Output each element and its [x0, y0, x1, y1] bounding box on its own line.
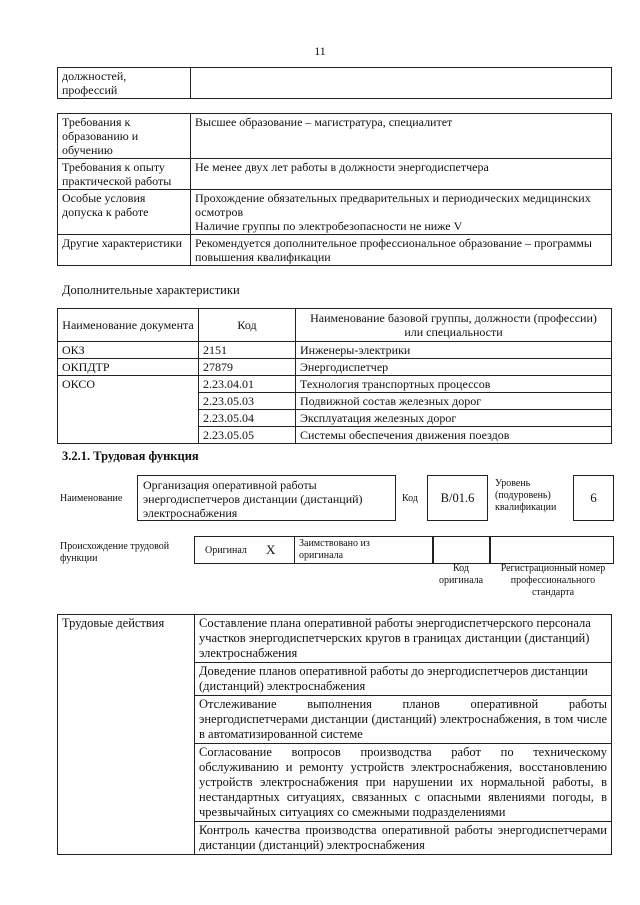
function-name-box	[137, 475, 396, 521]
reg-number-caption: Регистрационный номер профессионального стандарта	[500, 563, 606, 598]
requirement-label: Требования к образованию и обучению	[58, 114, 191, 159]
labor-actions-label: Трудовые действия	[58, 615, 195, 855]
origin-code-box	[432, 536, 491, 564]
table-header-row	[58, 309, 612, 342]
cell-name: Подвижной состав железных дорог	[296, 393, 612, 410]
table-row	[58, 376, 612, 393]
cell-name: Технология транспортных процессов	[296, 376, 612, 393]
labor-action-item: Составление плана оперативной работы энергодиспетчерского персонала участков энергодиспетчерских кругов в границах дистанции (дистанций) электроснабжения	[195, 615, 612, 663]
section-heading: 3.2.1. Трудовая функция	[62, 449, 199, 463]
cell-name: Инженеры-электрики	[296, 342, 612, 359]
cell-doc: ОКСО	[58, 376, 199, 444]
requirements-table	[57, 113, 612, 266]
table-row	[58, 235, 612, 266]
table-row	[58, 615, 612, 663]
header-code: Код	[199, 309, 296, 342]
code-box	[427, 475, 488, 521]
table-continuation	[57, 67, 612, 99]
header-name: Наименование базовой группы, должности (профессии) или специальности	[296, 309, 612, 342]
labor-action-item: Доведение планов оперативной работы до энергодиспетчеров дистанции (дистанций) электроснабжения	[195, 663, 612, 696]
table-row	[58, 68, 612, 99]
labor-actions-table	[57, 614, 612, 855]
code-original-caption: Код оригинала	[438, 563, 484, 586]
code-value: B/01.6	[440, 490, 475, 505]
table-row	[58, 114, 612, 159]
name-label: Наименование	[60, 493, 123, 504]
requirement-label: Требования к опыту практической работы	[58, 159, 191, 190]
cell-code: 27879	[199, 359, 296, 376]
row-label: должностей, профессий	[58, 68, 191, 99]
cell-doc: ОКПДТР	[58, 359, 199, 376]
level-value: 6	[590, 490, 597, 505]
cell-code: 2.23.04.01	[199, 376, 296, 393]
origin-original-box	[194, 536, 295, 564]
code-label: Код	[402, 493, 418, 504]
requirement-value: Прохождение обязательных предварительных и периодических медицинских осмотров Наличие группы по электробезопасности не ниже V	[191, 190, 612, 235]
labor-action-item: Согласование вопросов производства работ по техническому обслуживанию и ремонту устройств электроснабжения, восстановлению устройств электроснабжения при нарушении их нормальной работы, в нестандартных ситуациях, связанных с опасными явлениями погоды, в чрезвычайных ситуациях со смежными подразделениями	[195, 744, 612, 822]
borrowed-label: Заимствовано из оригинала	[299, 538, 370, 561]
requirement-value: Рекомендуется дополнительное профессиональное образование – программы повышения квалификации	[191, 235, 612, 266]
origin-borrowed-box	[294, 536, 434, 564]
original-label: Оригинал	[205, 545, 247, 556]
cell-name: Энергодиспетчер	[296, 359, 612, 376]
table-row	[58, 159, 612, 190]
cell-code: 2.23.05.05	[199, 427, 296, 444]
origin-label: Происхождение трудовой функции	[60, 541, 170, 564]
level-label: Уровень (подуровень) квалификации	[495, 478, 557, 513]
labor-action-item: Отслеживание выполнения планов оперативной работы энергодиспетчерами дистанции (дистанций) электроснабжения, в том числе в автоматизированной системе	[195, 696, 612, 744]
page-number: 11	[314, 44, 326, 58]
cell-code: 2.23.05.04	[199, 410, 296, 427]
origin-reg-box	[489, 536, 614, 564]
requirement-value: Высшее образование – магистратура, специалитет	[191, 114, 612, 159]
classifier-table	[57, 308, 612, 444]
original-mark: X	[266, 542, 276, 557]
requirement-value: Не менее двух лет работы в должности энергодиспетчера	[191, 159, 612, 190]
additional-title: Дополнительные характеристики	[62, 283, 240, 297]
table-row	[58, 190, 612, 235]
requirement-label: Другие характеристики	[58, 235, 191, 266]
table-row	[58, 359, 612, 376]
row-value	[191, 68, 612, 99]
cell-code: 2151	[199, 342, 296, 359]
level-box	[573, 475, 614, 521]
requirement-label: Особые условия допуска к работе	[58, 190, 191, 235]
cell-name: Эксплуатация железных дорог	[296, 410, 612, 427]
cell-name: Системы обеспечения движения поездов	[296, 427, 612, 444]
table-row	[58, 342, 612, 359]
function-name-value: Организация оперативной работы энергодиспетчеров дистанции (дистанций) электроснабжения	[143, 478, 363, 520]
labor-action-item: Контроль качества производства оперативной работы энергодиспетчерами дистанции (дистанций) электроснабжения	[195, 822, 612, 855]
cell-code: 2.23.05.03	[199, 393, 296, 410]
header-document: Наименование документа	[58, 309, 199, 342]
cell-doc: ОКЗ	[58, 342, 199, 359]
